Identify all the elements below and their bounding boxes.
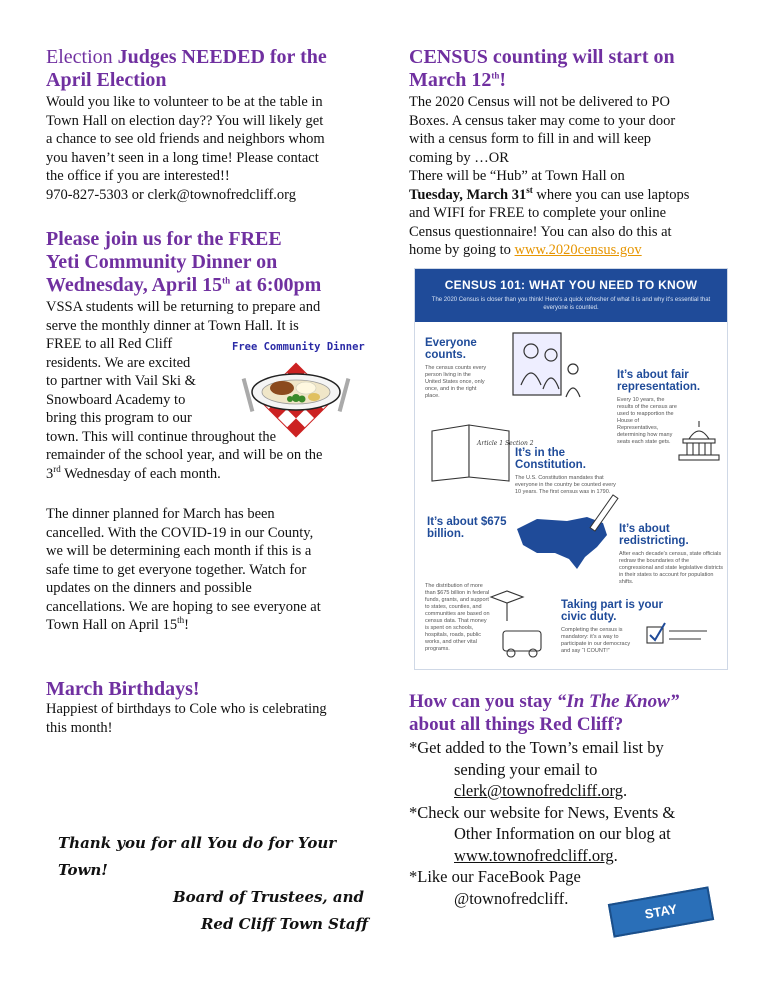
const-title: It’s in the Constitution. [515, 447, 586, 471]
dinner-label: Free Community Dinner [232, 341, 365, 353]
capitol-icon [675, 417, 723, 465]
cancel-body: The dinner planned for March has been cancelled. With the COVID-19 in our County, we will be determining each month if this is a safe time to get everyone together. Watch for updates on the dinners and possible cancellations. We are hoping to see everyone at Town Hall on April 15th! [46, 506, 321, 633]
thanks-signature: Thank you for all You do for Your Town! Board of Trustees, and Red Cliff Town Staff [58, 834, 368, 933]
book-label: Article 1 Section 2 [477, 440, 534, 447]
infographic-title: CENSUS 101: WHAT YOU NEED TO KNOW [444, 278, 698, 292]
know-body: *Get added to the Town’s email list by sending your email to clerk@townofredcliff.org. *Check our website for News, Events & Other Information on our blog at www.townofredcliff.org. *Like our FaceBook Page @townofredcliff. [409, 738, 676, 908]
everyone-text: The census counts every person living in the United States once, only once, and in the right place. [425, 365, 487, 399]
census-body: The 2020 Census will not be delivered to PO Boxes. A census taker may come to your door with a census form to fill in and will keep coming by …OR There will be “Hub” at Town Hall on Tuesday, March 31st where you can use laptops and WIFI for FREE to complete your online Census questionnaire! You can also do this at home by going to www.2020census.gov [409, 94, 690, 258]
bus-icon [487, 587, 557, 663]
census-link[interactable]: www.2020census.gov [514, 242, 642, 258]
civic-text: Completing the census is mandatory: it's a way to participate in our democracy and say “I COUNT!” [561, 627, 631, 654]
election-body: Would you like to volunteer to be at the table in Town Hall on election day?? You will likely get a chance to see old friends and neighbors whom you haven’t seen in a long time! Please contact the office if you are interested!! 970-827-5303 or clerk@townofredcliff.org [46, 94, 325, 203]
map-icon [507, 489, 627, 579]
stay-informed-badge: STAY INFORMED [608, 886, 714, 937]
website-link[interactable]: www.townofredcliff.org [454, 845, 614, 865]
census-heading: CENSUS counting will start on March 12th! [409, 46, 675, 91]
know-heading: How can you stay “In The Know” about all things Red Cliff? [409, 691, 680, 735]
book-icon [427, 421, 534, 485]
district-text: After each decade's census, state officials redraw the boundaries of the congressional and state legislative districts in their states to account for population shifts. [619, 551, 723, 585]
fair-text: Every 10 years, the results of the census are used to reapportion the House of Representatives, determining how many seats each state gets. [617, 397, 677, 445]
infographic-subtitle: The 2020 Census is closer than you think! Here's a quick refresher of what it is and why it's essential that everyone is counted. [431, 297, 711, 311]
district-title: It’s about redistricting. [619, 523, 689, 547]
civic-title: Taking part is your civic duty. [561, 599, 664, 623]
family-icon [493, 325, 613, 405]
dinner-illustration [218, 338, 374, 430]
clerk-email-link[interactable]: clerk@townofredcliff.org [454, 781, 623, 800]
birthdays-heading: March Birthdays! [46, 678, 200, 700]
yeti-body: VSSA students will be returning to prepare and serve the monthly dinner at Town Hall. It is FREE to all Red Cliff residents. We are excited to partner with Vail Ski & Snowboard Academy to bring this program to our town. This will continue throughout the remainder of the school year, and will be on the 3rd Wednesday of each month. [46, 299, 323, 482]
census-infographic [414, 268, 728, 670]
money-title: It’s about $675 billion. [427, 516, 507, 540]
const-text: The U.S. Constitution mandates that everyone in the country be counted every 10 years. The first census was in 1790. [515, 475, 616, 495]
yeti-heading: Please join us for the FREE Yeti Community Dinner on Wednesday, April 15th at 6:00pm [46, 228, 322, 296]
election-heading: Election Judges NEEDED for the April Election [46, 46, 327, 91]
birthdays-body: Happiest of birthdays to Cole who is celebrating this month! [46, 701, 327, 736]
everyone-title: Everyone counts. [425, 337, 477, 361]
fair-title: It’s about fair representation. [617, 369, 701, 393]
plate-icon [218, 338, 374, 430]
money-text: The distribution of more than $675 billion in federal funds, grants, and support to states, counties, and communities are based on census data. That money is spent on schools, hospitals, roads, public works, and other vital programs. [425, 583, 490, 652]
checkbox-icon [637, 613, 717, 663]
